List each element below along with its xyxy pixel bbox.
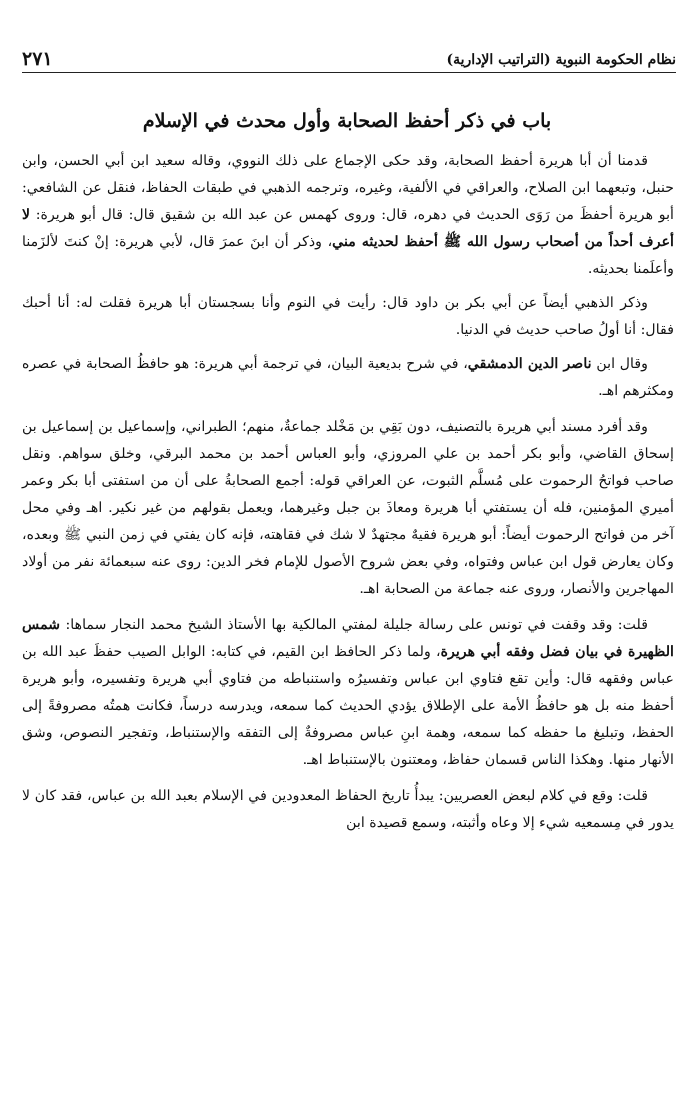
paragraph-3-text-c: ، في شرح بديعية البيان، في ترجمة أبي هريرة: هو حافظُ الصحابة في عصره ومكثرهم اهـ.: [22, 356, 674, 399]
paragraph-1-text-c: ، وذكر أن ابنَ عمرَ قال، لأبي هريرة: إنْ كنتَ لألزَمنا وأعلَمنا بحديثه.: [22, 234, 674, 277]
paragraph-2: وذكر الذهبي أيضاً عن أبي بكر بن داود قال: رأيت في النوم وأنا بسجستان أبا هريرة فقلت له: أنا أحبك فقال: أنا أولُ صاحب حديث في الدنيا.: [22, 295, 674, 338]
paragraph-5-text-c: ، ولما ذكر الحافظ ابن القيم، في كتابه: الوابل الصيب حفظَ عبد الله بن عباس وفقهه قال: وأين تقع فتاوي ابن عباس وتفسيرُه واستنباطه من فتاوي أبي هريرة وتفسيره، وأبو هريرة أحفظ منه بل هو حافظُ الأمة على الإطلاق يؤدي الحديث كما سمعه، ويدرسه درساً، فكانت همتُه مصروفةً إلى الحفظ، وتبليغ ما حفظه كما سمعه، وهمة ابنِ عباس مصروفةٌ إلى التفقه والإستنباط، وتفجير النصوص، وشق الأنهار منها. وهكذا الناس قسمان حفاظ، ومعتنون بالإستنباط اهـ.: [22, 644, 674, 768]
paragraph-3-text-a: وقال ابن: [591, 356, 648, 372]
paragraph-5: [22, 612, 674, 774]
paragraph-4: وقد أفرد مسند أبي هريرة بالتصنيف، دون بَقِي بن مَخْلد جماعةٌ، منهم؛ الطبراني، وإسماعيل بن إسماعيل بن إسحاق القاضي، وأبو بكر أحمد بن علي المروزي، وأبو العباس أحمد بن محمد البرقي، وخلق سواهم. ونقل صاحب فواتحُ الرحموت على مُسلَّم الثبوت، عن العراقي قوله: أجمع الصحابةُ على أن من استفتى أبا بكر وعمر أميري المؤمنين، فله أن يستفتي أبا هريرة ومعاذَ بن جبل وغيرهما، ويعمل بقولهم من غير نكير. اهـ وفي محل آخر من فواتح الرحموت أيضاً: أبو هريرة فقيهٌ مجتهدٌ لا شك في فقاهته، فإنه كان يفتي في زمن النبي ﷺ وبعده، وكان يعارض قول ابن عباس وفتواه، وفي بعض شروح الأصول للإمام فخر الدين: روى عنه سبعمائة نفر من أولاد المهاجرين والأنصار، وروى عنه جماعة من الصحابة اهـ.: [22, 419, 674, 597]
paragraph-5-text-a: قلت: وقد وقفت في تونس على رسالة جليلة لمفتي المالكية بها الأستاذ الشيخ محمد النجار سماها:: [60, 617, 648, 633]
paragraph-1-text-a: قدمنا أن أبا هريرة أحفظ الصحابة، وقد حكى الإجماع على ذلك النووي، وقاله سعيد ابن أبي الحسن، وابن حنبل، وتبعهما ابن الصلاح، والعراقي في الألفية، وغيره، وترجمه الذهبي في طبقات الحفاظ، فنقل عن الشافعي: أبو هريرة أحفظَ من رَوَى الحديث في دهره، قال: وروى كهمس عن عبد الله بن شقيق قال: قال أبو هريرة:: [22, 153, 674, 223]
body-text: [22, 148, 674, 837]
paragraph-3-bold-name: ناصر الدين الدمشقي: [467, 356, 592, 372]
paragraph-1-bold-quote: لا أعرف أحداً من أصحاب رسول الله ﷺ أحفظ لحديثه مني: [22, 207, 675, 250]
paragraph-3: [22, 351, 674, 405]
paragraph-5-bold-title: شمس الظهيرة في بيان فضل وفقه أبي هريرة: [22, 617, 674, 660]
paragraph-6: قلت: وقع في كلام لبعض العصريين: يبدأُ تاريخ الحفاظ المعدودين في الإسلام بعبد الله بن عباس، فقد كان لا يدور في مِسمعيه شيء إلا وعاه وأثبته، وسمع قصيدة ابن: [22, 788, 674, 831]
paragraph-1: [22, 148, 674, 283]
running-title: نظام الحكومة النبوية (التراتيب الإدارية): [446, 52, 676, 68]
chapter-title: باب في ذكر أحفظ الصحابة وأول محدث في الإسلام: [142, 110, 552, 132]
page-header: [22, 38, 676, 73]
page-number: ٢٧١: [22, 48, 53, 70]
